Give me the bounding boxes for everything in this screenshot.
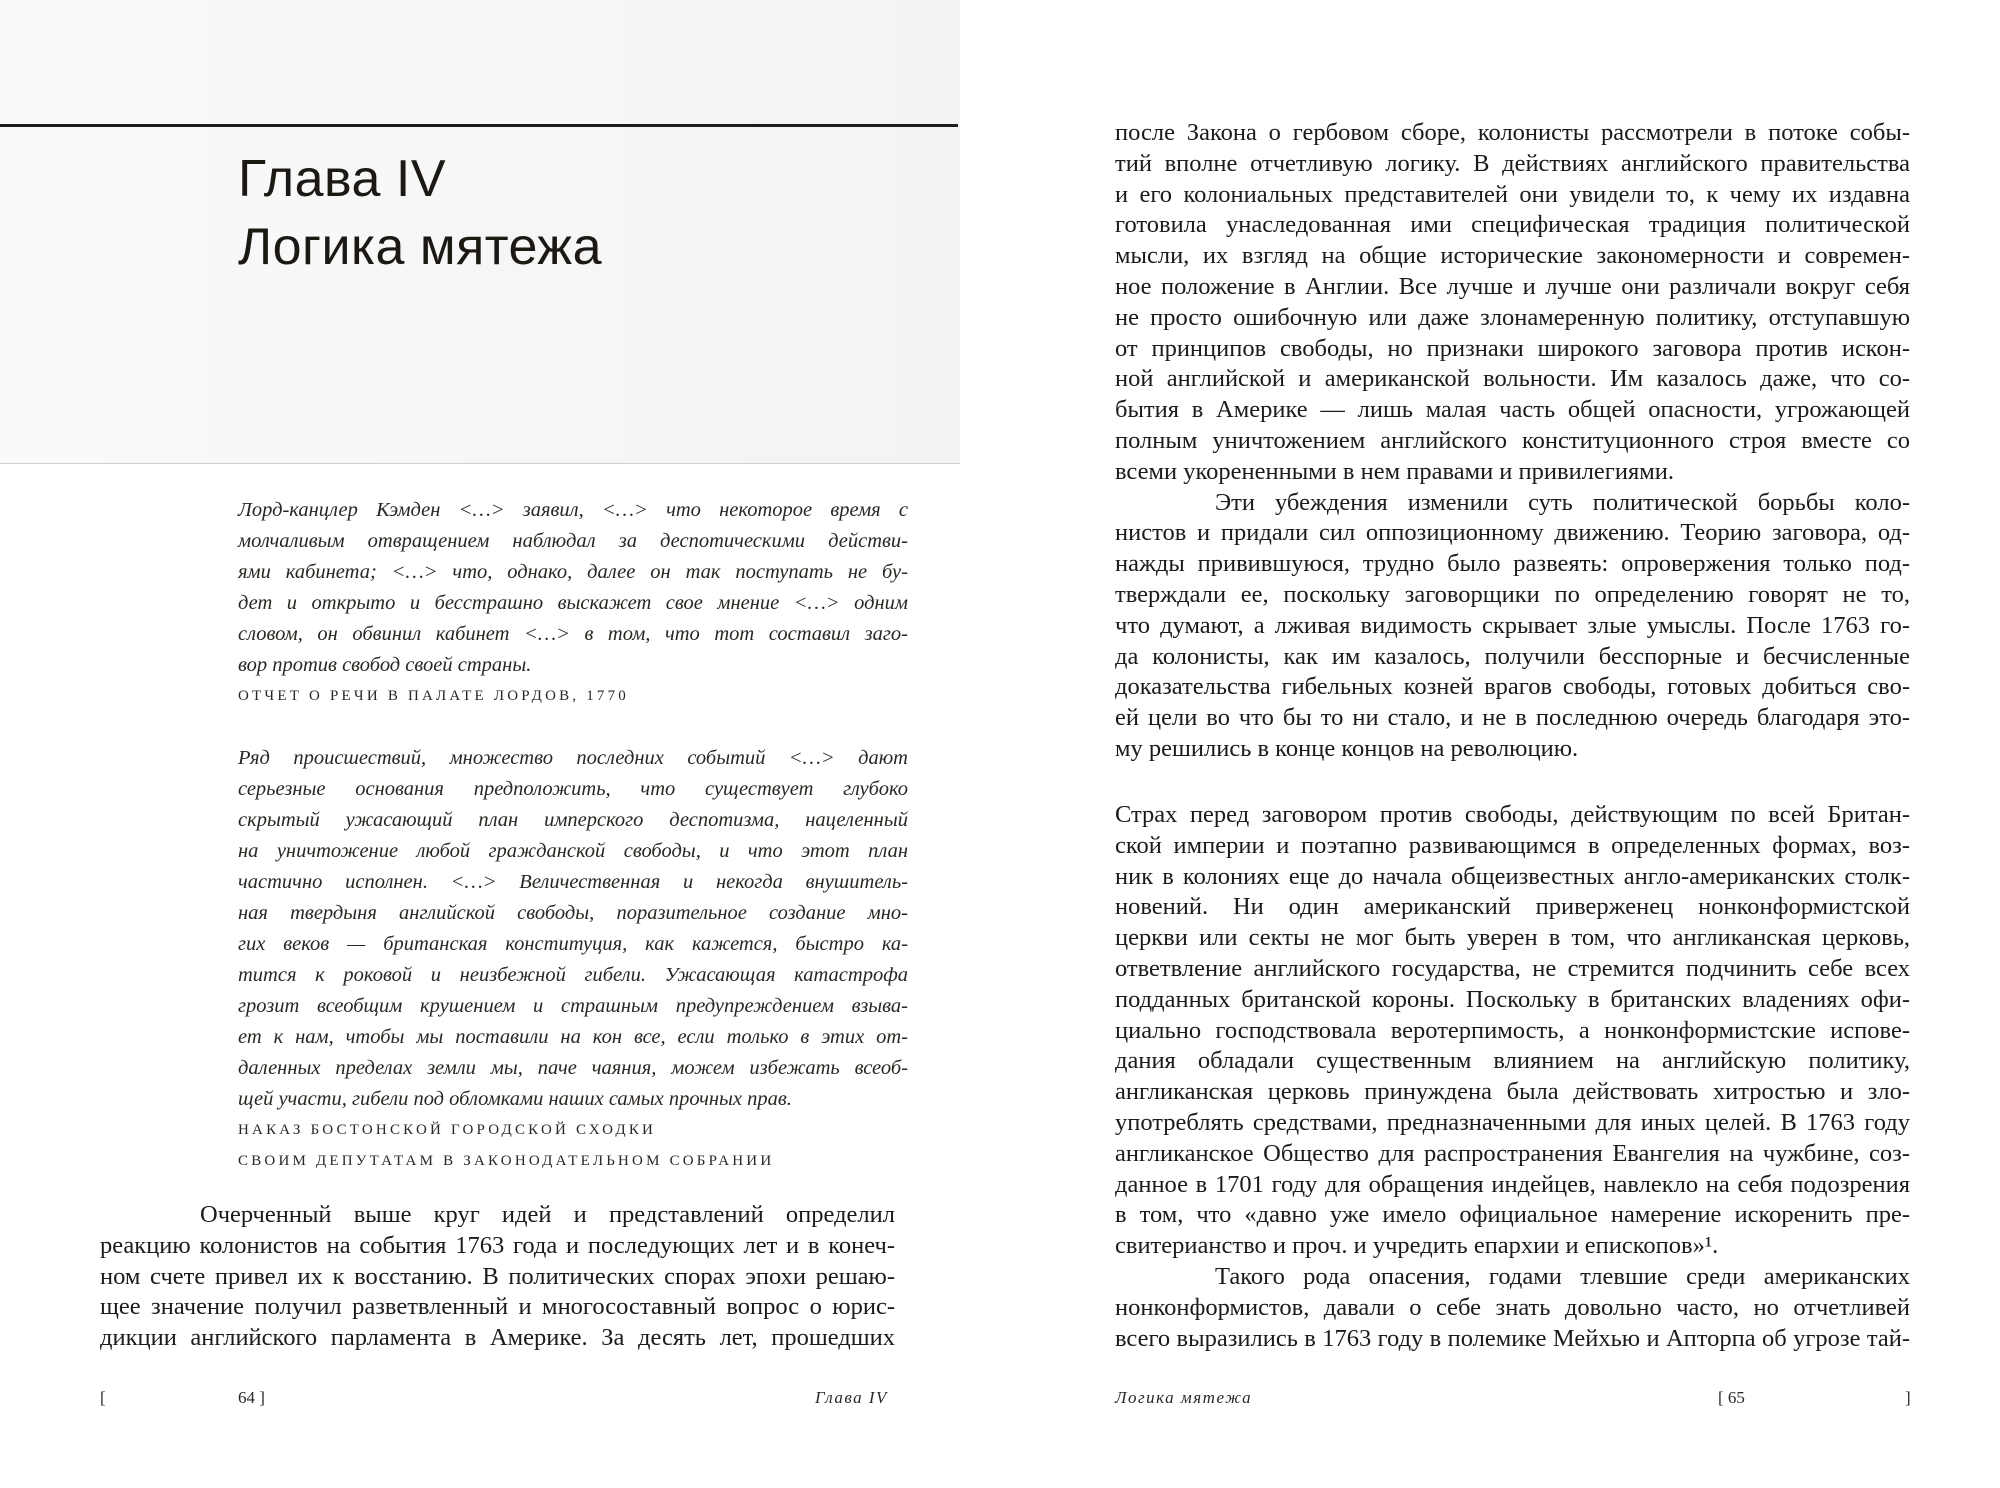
body-line: Очерченный выше круг идей и представлений определил bbox=[200, 1201, 895, 1228]
epigraph-2-source-line-1: НАКАЗ БОСТОНСКОЙ ГОРОДСКОЙ СХОДКИ bbox=[238, 1122, 657, 1138]
epigraph-line: грозит всеобщим крушением и страшным предупреждением взыва- bbox=[238, 995, 908, 1017]
body-line: доказательства гибельных козней врагов свободы, готовых добиться сво- bbox=[1115, 673, 1910, 701]
body-line: циально господствовала веротерпимость, а нонконформистские испове- bbox=[1115, 1016, 1910, 1044]
body-line: Такого рода опасения, годами тлевшие среди американских bbox=[1215, 1262, 1910, 1290]
body-line: Эти убеждения изменили суть политической борьбы коло- bbox=[1215, 488, 1910, 516]
body-line: дикции английского парламента в Америке. За десять лет, прошедших bbox=[100, 1324, 895, 1352]
body-line: дания обладали существенным влиянием на английскую политику, bbox=[1115, 1047, 1910, 1075]
epigraph-line: ет к нам, чтобы мы поставили на кон все, если только в этих от- bbox=[238, 1026, 908, 1048]
right-body-text bbox=[1115, 118, 1910, 765]
body-line: всеми укорененными в нем правами и привилегиями. bbox=[1115, 457, 1674, 485]
chapter-label: Глава IV bbox=[238, 150, 447, 208]
body-line: после Закона о гербовом сборе, колонисты рассмотрели в потоке собы- bbox=[1115, 119, 1910, 146]
epigraph-line: Ряд происшествий, множество последних событий <…> дают bbox=[238, 747, 908, 769]
left-running-head: Глава IV bbox=[815, 1388, 888, 1407]
body-line: не просто ошибочную или даже злонамеренную политику, отступавшую bbox=[1115, 303, 1910, 331]
epigraph-line: молчаливым отвращением наблюдал за деспотическими действи- bbox=[238, 530, 908, 552]
body-line: ей цели во что бы то ни стало, и не в последнюю очередь благодаря это- bbox=[1115, 704, 1910, 732]
body-line: тверждали ее, поскольку заговорщики по определению говорят не то, bbox=[1115, 580, 1910, 608]
right-page bbox=[1000, 0, 2000, 1488]
epigraph-line: словом, он обвинил кабинет <…> в том, что тот составил загo- bbox=[238, 623, 908, 645]
body-line: англиканская церковь принуждена была действовать хитростью и зло- bbox=[1115, 1078, 1910, 1106]
body-line: да колонисты, как им казалось, получили бесспорные и бесчисленные bbox=[1115, 642, 1910, 670]
epigraph-line: Лорд-канцлер Кэмден <…> заявил, <…> что некоторое время с bbox=[238, 499, 908, 521]
epigraph-1 bbox=[238, 495, 908, 712]
body-line: щее значение получил разветвленный и многосоставный вопрос о юрис- bbox=[100, 1293, 895, 1321]
right-page-number: [ 65 bbox=[1718, 1388, 1745, 1407]
epigraph-1-source: ОТЧЕТ О РЕЧИ В ПАЛАТЕ ЛОРДОВ, 1770 bbox=[238, 688, 630, 704]
right-running-head: Логика мятежа bbox=[1115, 1388, 1253, 1407]
body-line: ное положение в Англии. Все лучше и лучше они различали вокруг себя bbox=[1115, 272, 1910, 300]
epigraph-line: гих веков — британская конституция, как кажется, быстро ка- bbox=[238, 933, 908, 955]
body-line: в том, что «давно уже имело официальное намерение искоренить пре- bbox=[1115, 1201, 1910, 1229]
epigraph-1-text bbox=[238, 495, 908, 681]
epigraph-line: ная твердыня английской свободы, поразительное создание мно- bbox=[238, 902, 908, 924]
epigraph-line: даленных пределах земли мы, паче чаяния, можем избежать всеоб- bbox=[238, 1057, 908, 1079]
chapter-heading bbox=[238, 145, 602, 281]
epigraph-line: скрытый ужасающий план имперского деспотизма, нацеленный bbox=[238, 809, 908, 831]
body-line: нистов и придали сил оппозиционному движению. Теорию заговора, од- bbox=[1115, 519, 1910, 547]
divider-rule bbox=[0, 463, 960, 464]
body-line: ской империи и поэтапно развивающимся в определенных формах, воз- bbox=[1115, 831, 1910, 859]
body-line: Страх перед заговором против свободы, действующим по всей Британ- bbox=[1115, 801, 1910, 828]
body-line: употреблять средствами, предназначенными для иных целей. В 1763 году bbox=[1115, 1108, 1910, 1136]
body-line: нажды привившуюся, трудно было развеять: опровержения только под- bbox=[1115, 550, 1910, 578]
body-line: готовила унаследованная ими специфическая традиция политической bbox=[1115, 211, 1910, 239]
left-page-number: 64 ] bbox=[238, 1388, 265, 1407]
epigraph-line: вор против свобод своей страны. bbox=[238, 654, 532, 676]
body-line: ник в колониях еще до начала общеизвестных англо-американских столк- bbox=[1115, 862, 1910, 890]
body-line: нонконформистов, давали о себе знать довольно часто, но отчетливей bbox=[1115, 1293, 1910, 1321]
epigraph-2-text bbox=[238, 743, 908, 1115]
body-line: ной английской и американской вольности. Им казалось даже, что со- bbox=[1115, 365, 1910, 393]
right-footer-bracket: ] bbox=[1905, 1388, 1911, 1407]
epigraph-line: щей участи, гибели под обломками наших самых прочных прав. bbox=[238, 1088, 792, 1110]
epigraph-line: серьезные основания предположить, что существует глубоко bbox=[238, 778, 908, 800]
body-line: что думают, а лживая видимость скрывает злые умыслы. После 1763 го- bbox=[1115, 611, 1910, 639]
epigraph-line: на уничтожение любой гражданской свободы, и что этот план bbox=[238, 840, 908, 862]
body-line: церкви или секты не мог быть уверен в том, что англиканская церковь, bbox=[1115, 924, 1910, 952]
epigraph-2-source-line-2: СВОИМ ДЕПУТАТАМ В ЗАКОНОДАТЕЛЬНОМ СОБРАНИИ bbox=[238, 1153, 775, 1169]
body-line: ном счете привел их к восстанию. В политических спорах эпохи решаю- bbox=[100, 1262, 895, 1290]
body-line: и его колониальных представителей они увидели то, к чему их издавна bbox=[1115, 180, 1910, 208]
body-line: бытия в Америке — лишь малая часть общей опасности, угрожающей bbox=[1115, 396, 1910, 424]
body-line: реакцию колонистов на события 1763 года и последующих лет и в конеч- bbox=[100, 1231, 895, 1259]
body-line: от принципов свободы, но признаки широкого заговора против искон- bbox=[1115, 334, 1910, 362]
body-line: подданных британской короны. Поскольку в британских владениях офи- bbox=[1115, 985, 1910, 1013]
epigraph-line: ями кабинета; <…> что, однако, далее он так поступать не бу- bbox=[238, 561, 908, 583]
body-line: мысли, их взгляд на общие исторические закономерности и современ- bbox=[1115, 242, 1910, 270]
body-line: свитерианство и проч. и учредить епархии и епископов»¹. bbox=[1115, 1232, 1719, 1260]
left-footer-bracket: [ bbox=[100, 1388, 106, 1407]
body-line: полным уничтожением английского конституционного строя вместе со bbox=[1115, 426, 1910, 454]
body-line: новений. Ни один американский приверженец нонконформистской bbox=[1115, 893, 1910, 921]
chapter-title: Логика мятежа bbox=[238, 218, 602, 276]
body-line: тий вполне отчетливую логику. В действиях английского правительства bbox=[1115, 149, 1910, 177]
body-line: данное в 1701 году для обращения индейцев, навлекло на себя подозрения bbox=[1115, 1170, 1910, 1198]
body-line: ответвление английского государства, не стремится подчинить себе всех bbox=[1115, 954, 1910, 982]
body-line: всего выразились в 1763 году в полемике Мейхью и Апторпа об угрозе тай- bbox=[1115, 1324, 1910, 1352]
top-rule bbox=[0, 124, 958, 127]
epigraph-line: дет и открыто и бесстрашно выскажет свое мнение <…> одним bbox=[238, 592, 908, 614]
epigraph-line: частично исполнен. <…> Величественная и некогда внушитель- bbox=[238, 871, 908, 893]
left-body-paragraph bbox=[100, 1200, 895, 1354]
epigraph-line: тится к роковой и неизбежной гибели. Ужасающая катастрофа bbox=[238, 964, 908, 986]
right-body-text-2 bbox=[1115, 800, 1910, 1354]
body-line: му решились в конце концов на революцию. bbox=[1115, 734, 1579, 762]
epigraph-2 bbox=[238, 743, 908, 1177]
body-line: англиканское Общество для распространения Евангелия на чужбине, соз- bbox=[1115, 1139, 1910, 1167]
